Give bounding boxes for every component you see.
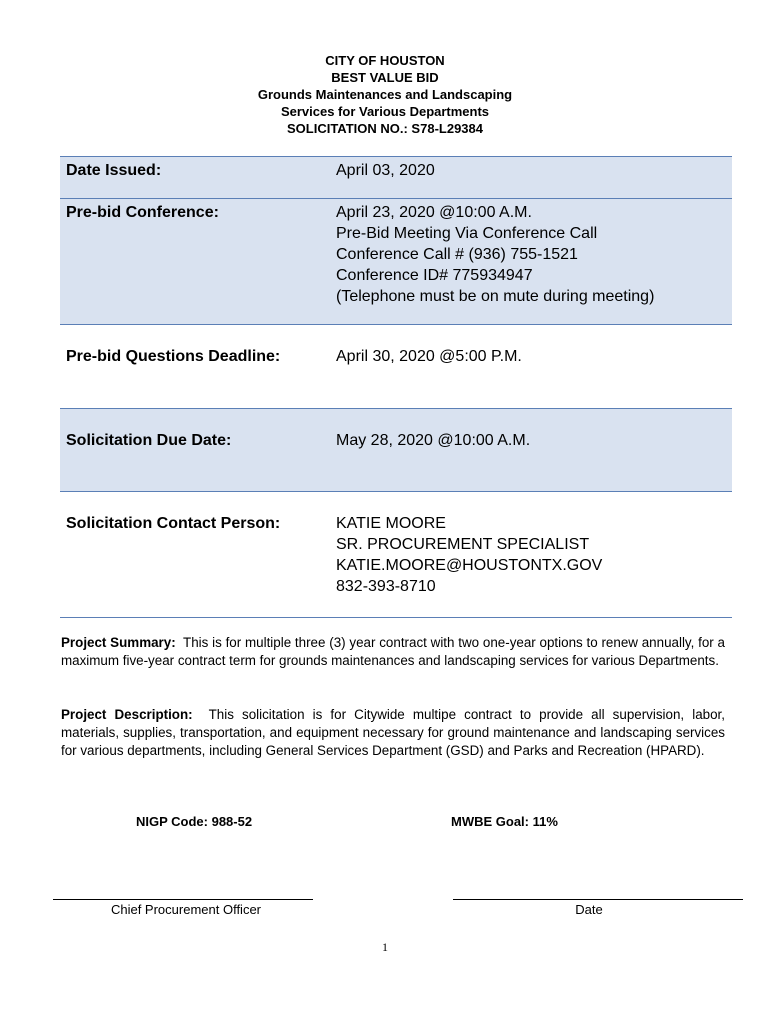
header-solicitation-number: SOLICITATION NO.: S78-L29384 <box>286 121 483 136</box>
contact-name: KATIE MOORE <box>336 515 446 532</box>
row-due-date <box>60 409 732 492</box>
row-prebid-conference <box>60 199 732 325</box>
row-questions-deadline <box>60 325 732 409</box>
page-number: 1 <box>382 940 388 954</box>
project-summary-text: This is for multiple three (3) year contract with two one-year options to renew annually, for a maximum five-year contract term for grounds maintenances and landscaping services for various Departments. <box>61 635 725 668</box>
header-title-line2: Services for Various Departments <box>280 104 490 119</box>
prebid-conference-value <box>336 202 732 324</box>
date-issued-label: Date Issued: <box>66 162 162 179</box>
row-date-issued <box>60 157 732 199</box>
contact-person-label: Solicitation Contact Person: <box>66 515 281 532</box>
project-summary <box>61 634 725 670</box>
header-city: CITY OF HOUSTON <box>325 53 445 68</box>
due-date-value: May 28, 2020 @10:00 A.M. <box>336 432 531 449</box>
questions-deadline-label: Pre-bid Questions Deadline: <box>66 348 281 365</box>
signature-line-officer <box>53 899 313 900</box>
prebid-conference-method: Pre-Bid Meeting Via Conference Call <box>336 225 598 242</box>
solicitation-info-table <box>60 156 732 618</box>
project-summary-label: Project Summary: <box>61 635 176 650</box>
signature-label-officer: Chief Procurement Officer <box>110 902 262 917</box>
contact-title: SR. PROCUREMENT SPECIALIST <box>336 536 590 553</box>
document-header <box>0 52 770 137</box>
contact-phone: 832-393-8710 <box>336 578 436 595</box>
prebid-conference-phone: Conference Call # (936) 755-1521 <box>336 246 578 263</box>
prebid-conference-label: Pre-bid Conference: <box>66 204 219 221</box>
signature-line-date <box>453 899 743 900</box>
prebid-conference-date: April 23, 2020 @10:00 A.M. <box>336 204 532 221</box>
header-title-line1: Grounds Maintenances and Landscaping <box>257 87 513 102</box>
nigp-code: NIGP Code: 988-52 <box>136 814 253 829</box>
project-description-text: This solicitation is for Citywide multipe contract to provide all supervision, labor, materials, supplies, transportation, and equipment necessary for ground maintenance and landscaping services for various departments, including General Services Department (GSD) and Parks and Recreation (HPARD). <box>61 707 725 758</box>
due-date-label: Solicitation Due Date: <box>66 432 232 449</box>
questions-deadline-value: April 30, 2020 @5:00 P.M. <box>336 348 522 365</box>
mwbe-goal: MWBE Goal: 11% <box>451 814 558 829</box>
project-description-label: Project Description: <box>61 707 193 722</box>
contact-person-value <box>336 513 732 617</box>
header-bid-type: BEST VALUE BID <box>331 70 439 85</box>
prebid-conference-id: Conference ID# 775934947 <box>336 267 533 284</box>
date-issued-value: April 03, 2020 <box>336 162 435 179</box>
project-description <box>61 706 725 760</box>
row-contact-person <box>60 492 732 617</box>
signature-label-date: Date <box>575 902 603 917</box>
prebid-conference-note: (Telephone must be on mute during meeting) <box>336 288 655 305</box>
contact-email: KATIE.MOORE@HOUSTONTX.GOV <box>336 557 603 574</box>
